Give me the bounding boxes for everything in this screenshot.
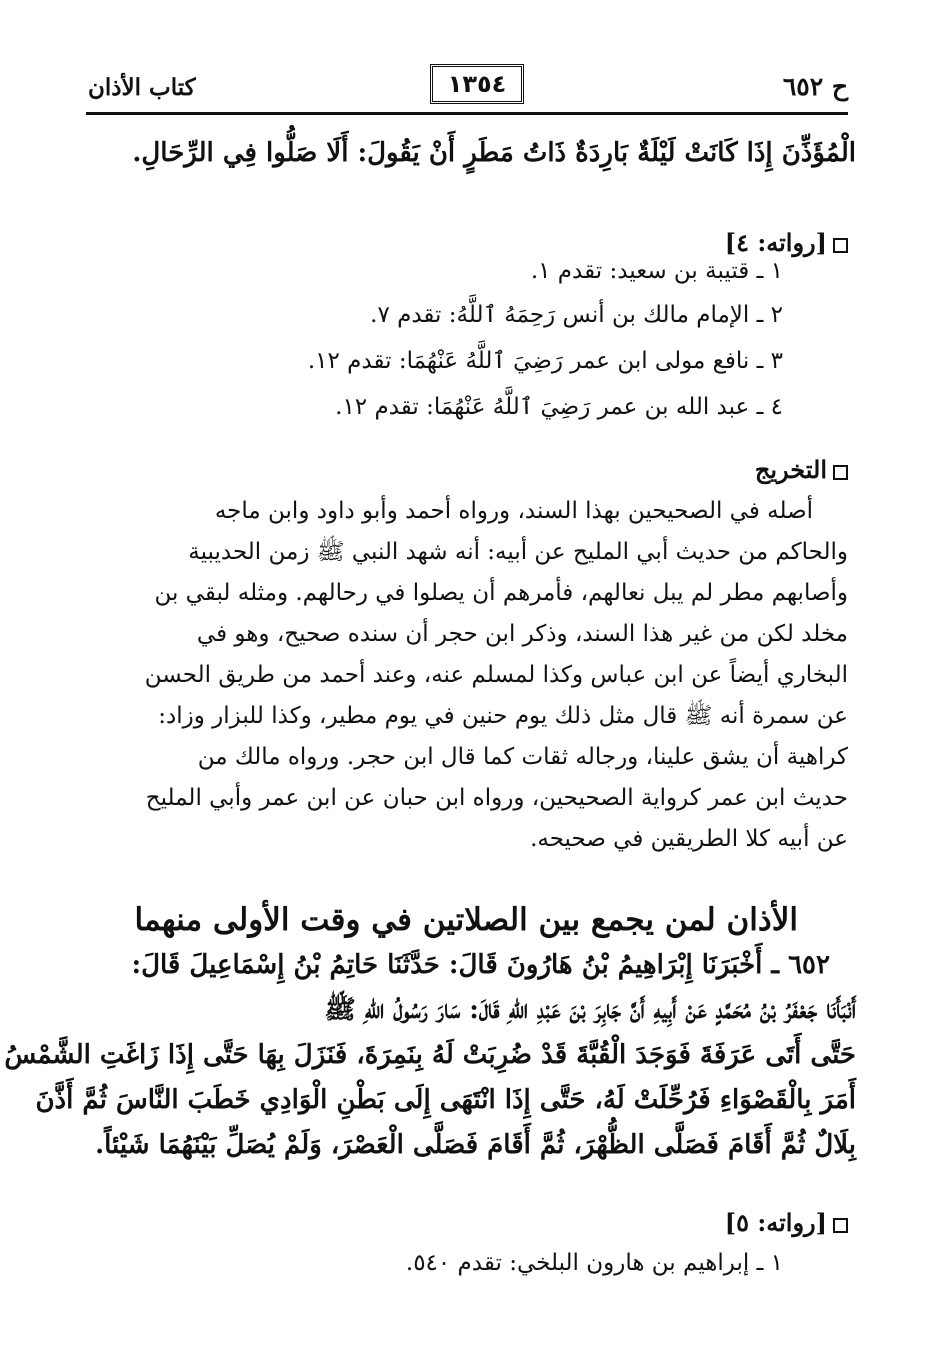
book-title: كتاب الأذان	[88, 74, 196, 101]
takhrij-line: والحاكم من حديث أبي المليح عن أبيه: أنه شهد النبي ﷺ زمن الحديبية	[188, 539, 848, 565]
page-number: ١٣٥٤	[430, 64, 524, 104]
takhrij-line: عن أبيه كلا الطريقين في صحيحه.	[530, 826, 848, 852]
hadith-reference: ح ٦٥٢	[782, 72, 848, 101]
narrator-item: ٤ ـ عبد الله بن عمر رَضِيَ ٱللَّهُ عَنْهُمَا: تقدم ١٢.	[335, 394, 783, 420]
narrator-item: ٣ ـ نافع مولى ابن عمر رَضِيَ ٱللَّهُ عَنْهُمَا: تقدم ١٢.	[307, 348, 783, 374]
takhrij-line: عن سمرة أنه ﷺ قال مثل ذلك يوم حنين في يوم مطير، وكذا للبزار وزاد:	[158, 703, 848, 729]
hadith-line: أَمَرَ بِالْقَصْوَاءِ فَرُحِّلَتْ لَهُ، حَتَّى إِذَا انْتَهَى إِلَى بَطْنِ الْوَادِي خَطَبَ النَّاسَ ثُمَّ أَذَّنَ	[35, 1085, 856, 1115]
takhrij-line: كراهية أن يشق علينا، ورجاله ثقات كما قال ابن حجر. ورواه مالك من	[197, 744, 848, 770]
hadith-line: بِلَالٌ ثُمَّ أَقَامَ فَصَلَّى الظُّهْرَ، ثُمَّ أَقَامَ فَصَلَّى الْعَصْرَ، وَلَمْ يُصَلِّ بَيْنَهُمَا شَيْئاً.	[95, 1130, 856, 1160]
chapter-title: الأذان لمن يجمع بين الصلاتين في وقت الأولى منهما	[134, 902, 798, 938]
hadith-line: أَنْبَأَنَا جَعْفَرُ بْنُ مُحَمَّدٍ عَنْ أَبِيهِ أَنَّ جَابِرَ بْنَ عَبْدِ اللهِ قَالَ: سَارَ رَسُولُ اللهِ ﷺ	[324, 995, 856, 1025]
takhrij-line: مخلد لكن من غير هذا السند، وذكر ابن حجر أن سنده صحيح، وهو في	[196, 621, 848, 647]
takhrij-line: البخاري أيضاً عن ابن عباس وكذا لمسلم عنه، وعند أحمد من طريق الحسن	[144, 662, 848, 688]
hadith-line: حَتَّى أَتَى عَرَفَةَ فَوَجَدَ الْقُبَّةَ قَدْ ضُرِبَتْ لَهُ بِنَمِرَةَ، فَنَزَلَ بِهَا حَتَّى إِذَا زَاغَتِ الشَّمْسُ	[4, 1040, 856, 1070]
takhrij-line: وأصابهم مطر لم يبل نعالهم، فأمرهم أن يصلوا في رحالهم. ومثله لبقي بن	[154, 580, 848, 606]
narrator-item: ١ ـ إبراهيم بن هارون البلخي: تقدم ٥٤٠.	[405, 1250, 783, 1276]
takhrij-line: أصله في الصحيحين بهذا السند، ورواه أحمد وأبو داود وابن ماجه	[214, 498, 813, 524]
checkbox-square-icon	[833, 465, 848, 480]
takhrij-line: حديث ابن عمر كرواية الصحيحين، ورواه ابن حبان عن ابن عمر وأبي المليح	[145, 785, 848, 811]
header-rule	[86, 112, 848, 115]
page-header	[88, 64, 848, 116]
checkbox-square-icon	[833, 1218, 848, 1233]
checkbox-square-icon	[833, 238, 848, 253]
hadith-continuation: الْمُؤَذِّنَ إِذَا كَانَتْ لَيْلَةٌ بَارِدَةٌ ذَاتُ مَطَرٍ أَنْ يَقُولَ: أَلَا صَلُّوا فِي الرِّحَالِ.	[132, 138, 856, 168]
takhrij-heading	[755, 453, 848, 487]
narrator-item: ٢ ـ الإمام مالك بن أنس رَحِمَهُ ٱللَّهُ: تقدم ٧.	[370, 302, 783, 328]
hadith-line: ٦٥٢ ـ أَخْبَرَنَا إِبْرَاهِيمُ بْنُ هَارُونَ قَالَ: حَدَّثَنَا حَاتِمُ بْنُ إِسْمَاعِيلَ قَالَ:	[131, 950, 830, 980]
takhrij-heading-label: التخريج	[754, 455, 827, 484]
narrators-heading	[725, 1206, 848, 1240]
narrators-heading-label: [رواته: ٥]	[724, 1208, 827, 1237]
narrator-item: ١ ـ قتيبة بن سعيد: تقدم ١.	[530, 258, 783, 284]
narrators-heading-label: [رواته: ٤]	[724, 228, 827, 257]
